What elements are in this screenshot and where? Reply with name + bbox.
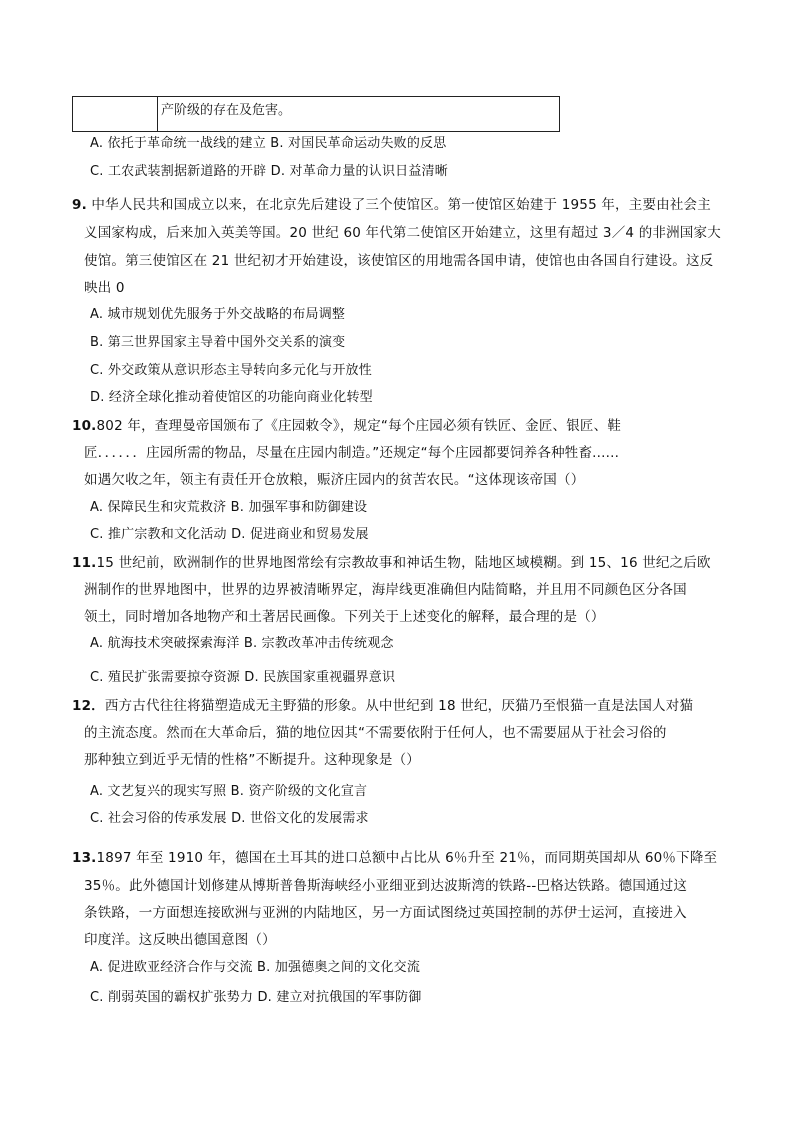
table-fragment — [72, 96, 560, 132]
q12-stem-line1 — [72, 696, 693, 716]
q9-option-b: B. 第三世界国家主导着中国外交关系的演变 — [90, 335, 346, 350]
q9-stem-line3: 使馆。第三使馆区在 21 世纪初才开始建设，该使馆区的用地需各国申请，使馆也由各国自行建设。这反 — [84, 253, 714, 269]
q9-option-d: D. 经济全球化推动着使馆区的功能向商业化转型 — [90, 390, 373, 405]
q11-stem-line3: 领土，同时增加各地物产和土著居民画像。下列关于上述变化的解释，最合理的是（） — [84, 609, 605, 625]
q11-stem-line1 — [72, 553, 711, 573]
q13-stem-line4: 印度洋。这反映出德国意图（） — [84, 932, 276, 948]
q9-option-a: A. 城市规划优先服务于外交战略的布局调整 — [90, 307, 346, 322]
q13-stem-line3: 条铁路，一方面想连接欧洲与亚洲的内陆地区，另一方面试图绕过英国控制的苏伊士运河，直接进入 — [84, 905, 687, 921]
q11-stem-line2: 洲制作的世界地图中，世界的边界被清晰界定，海岸线更准确但内陆简略，并且用不同颜色区分各国 — [84, 582, 687, 598]
q12-options-line2: C. 社会习俗的传承发展 D. 世俗文化的发展需求 — [90, 811, 369, 826]
q9-number: 9. — [72, 197, 87, 213]
q9-option-c: C. 外交政策从意识形态主导转向多元化与开放性 — [90, 363, 372, 378]
q11-options-line2: C. 殖民扩张需要掠夺资源 D. 民族国家重视疆界意识 — [90, 670, 396, 685]
q13-options-line1: A. 促进欧亚经济合作与交流 B. 加强德奥之间的文化交流 — [90, 960, 421, 975]
q12-stem-line3: 那种独立到近乎无情的性格”不断提升。这种现象是（） — [84, 752, 420, 768]
q10-options-line1: A. 保障民生和灾荒救济 B. 加强军事和防御建设 — [90, 500, 368, 515]
q10-number: 10. — [72, 418, 97, 434]
q9-stem-line1 — [72, 195, 711, 215]
table-cell-text: 产阶级的存在及危害。 — [161, 103, 292, 118]
q13-stem-text1: 1897 年至 1910 年，德国在土耳其的进口总额中占比从 6％升至 21％，而同期英国却从 60％下降至 — [96, 850, 718, 866]
q12-number: 12． — [72, 698, 105, 714]
q10-options-line2: C. 推广宗教和文化活动 D. 促进商业和贸易发展 — [90, 527, 369, 542]
q9-stem-text1: 中华人民共和国成立以来，在北京先后建设了三个使馆区。第一使馆区始建于 1955 年，主要由社会主 — [91, 197, 711, 213]
q8-options-line1: A. 依托于革命统一战线的建立 B. 对国民革命运动失败的反思 — [90, 136, 447, 151]
table-cell-empty — [73, 97, 158, 131]
q13-stem-line1 — [72, 848, 717, 868]
q12-options-line1: A. 文艺复兴的现实写照 B. 资产阶级的文化宣言 — [90, 784, 368, 799]
q13-stem-line2: 35％。此外德国计划修建从博斯普鲁斯海峡经小亚细亚到达波斯湾的铁路--巴格达铁路。德国通过这 — [84, 878, 688, 894]
q13-options-line2: C. 削弱英国的霸权扩张势力 D. 建立对抗俄国的军事防御 — [90, 990, 422, 1005]
q10-stem-line2: 匠．．．．．．庄园所需的物品，尽量在庄园内制造。”还规定“每个庄园都要饲养各种牲畜...... — [84, 445, 620, 461]
q9-stem-line4: 映出 0 — [84, 280, 125, 296]
q8-options-line2: C. 工农武装割据新道路的开辟 D. 对革命力量的认识日益清晰 — [90, 164, 448, 179]
q12-stem-line2: 的主流态度。然而在大革命后，猫的地位因其“不需要依附于任何人，也不需要屈从于社会习俗的 — [84, 725, 667, 741]
q12-stem-text1: 西方古代往往将猫塑造成无主野猫的形象。从中世纪到 18 世纪，厌猫乃至恨猫一直是法国人对猫 — [104, 698, 694, 714]
q13-number: 13. — [72, 850, 97, 866]
q11-options-line1: A. 航海技术突破探索海洋 B. 宗教改革冲击传统观念 — [90, 636, 394, 651]
q10-stem-text1: 802 年，查理曼帝国颁布了《庄园敕令》，规定“每个庄园必须有铁匠、金匠、银匠、鞋 — [96, 418, 622, 434]
q10-stem-line3: 如遇欠收之年，领主有责任开仓放粮，赈济庄园内的贫苦农民。“这体现该帝国（） — [84, 472, 585, 488]
q11-stem-text1: 15 世纪前，欧洲制作的世界地图常绘有宗教故事和神话生物，陆地区域模糊。到 15、16 世纪之后欧 — [96, 555, 711, 571]
q10-stem-line1 — [72, 416, 621, 436]
q9-stem-line2: 义国家构成，后来加入英美等国。20 世纪 60 年代第二使馆区开始建立，这里有超过 3／4 的非洲国家大 — [84, 225, 721, 241]
q11-number: 11. — [72, 555, 97, 571]
